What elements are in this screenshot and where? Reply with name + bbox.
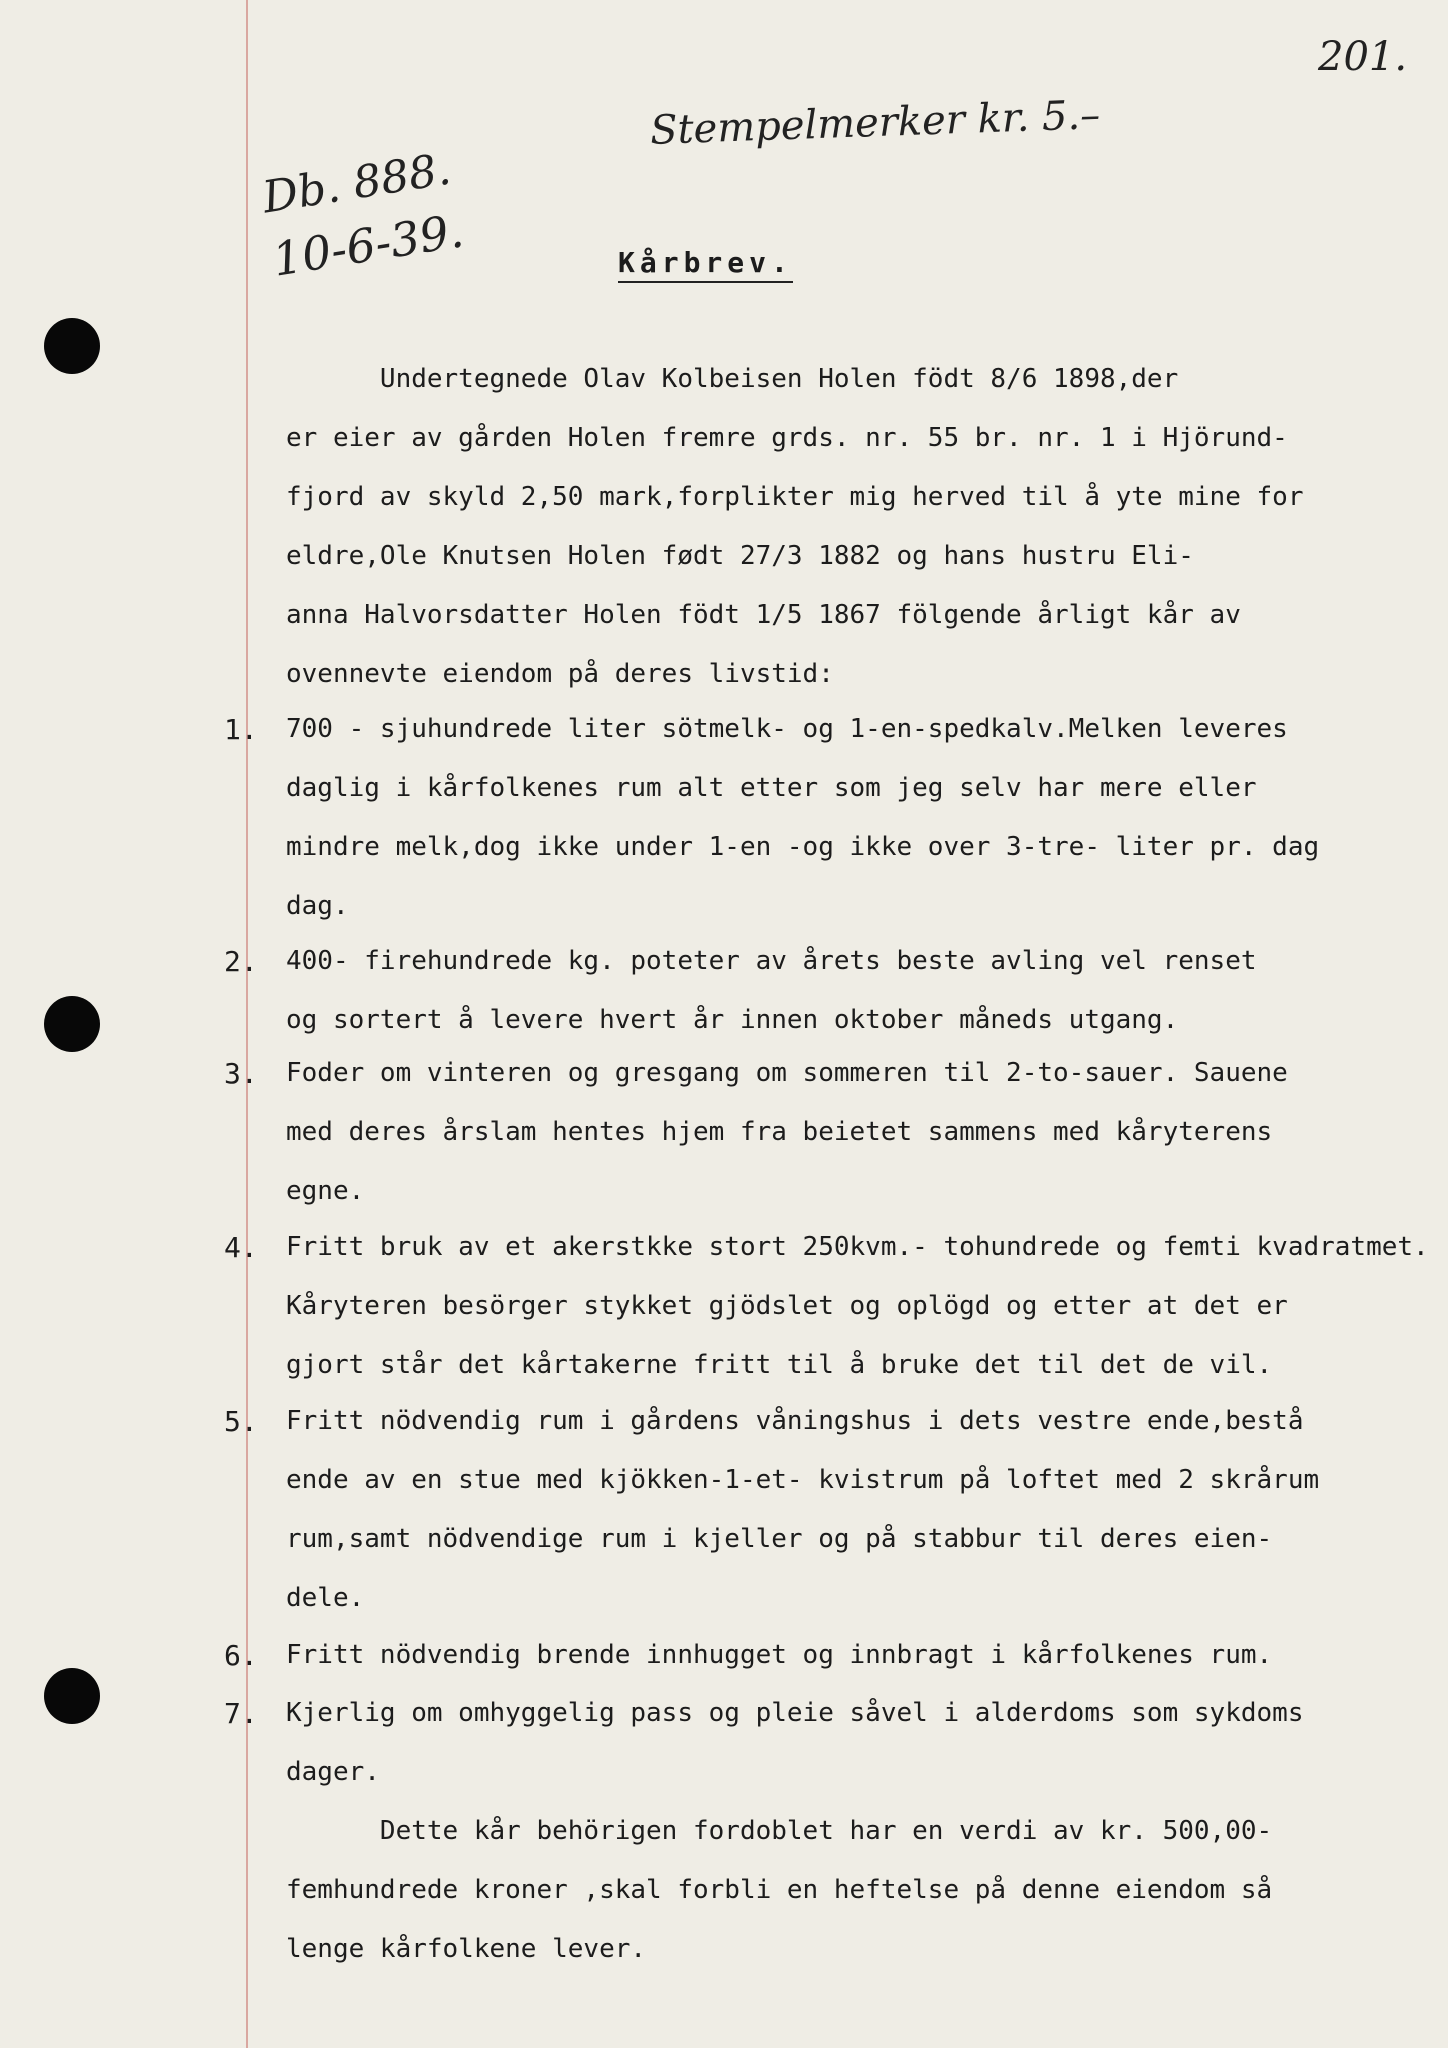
closing-paragraph: Dette kår behörigen fordoblet har en verdi av kr. 500,00- femhundrede kroner ,skal forbli en heftelse på denne eiendom så lenge kårfolkene lever.: [286, 1816, 1273, 1964]
item-text: Kjerlig om omhyggelig pass og pleie såvel i alderdoms som sykdoms dager.: [286, 1698, 1304, 1787]
punch-hole: [44, 318, 100, 374]
item-text: Fritt nödvendig rum i gårdens våningshus i dets vestre ende,bestå ende av en stue med kjökken-1-et- kvistrum på loftet med 2 skrårum rum,samt nödvendige rum i kjeller og på stabbur til deres eien- dele.: [286, 1406, 1320, 1613]
item-number: 2.: [224, 945, 258, 978]
item-text: 700 - sjuhundrede liter sötmelk- og 1-en-spedkalv.Melken leveres daglig i kårfolkenes rum alt etter som jeg selv har mere eller mindre melk,dog ikke under 1-en -og ikke over 3-tre- liter pr. dag dag.: [286, 714, 1320, 921]
intro-paragraph: Undertegnede Olav Kolbeisen Holen födt 8/6 1898,der er eier av gården Holen fremre grds. nr. 55 br. nr. 1 i Hjörund- fjord av skyld 2,50 mark,forplikter mig herved til å yte mine for eldre,Ole Knutsen Holen født 27/3 1882 og hans hustru Eli- anna Halvorsdatter Holen födt 1/5 1867 fölgende årligt kår av ovennevte eiendom på deres livstid:: [286, 364, 1304, 689]
document-title: Kårbrev.: [618, 246, 793, 283]
punch-hole: [44, 1668, 100, 1724]
item-text: Fritt bruk av et akerstkke stort 250kvm.- tohundrede og femti kvadratmet. Kåryteren besörger stykket gjödslet og oplögd og etter at det er gjort står det kårtakerne fritt til å bruke det til det de vil.: [286, 1232, 1429, 1380]
item-number: 4.: [224, 1231, 258, 1264]
page-number: 201.: [1318, 34, 1408, 80]
item-number: 6.: [224, 1639, 258, 1672]
item-number: 5.: [224, 1405, 258, 1438]
punch-hole: [44, 996, 100, 1052]
item-text: 400- firehundrede kg. poteter av årets beste avling vel renset og sortert å levere hvert år innen oktober måneds utgang.: [286, 946, 1257, 1035]
stamp-note: Stempelmerker kr. 5.–: [649, 92, 1101, 154]
item-number: 3.: [224, 1057, 258, 1090]
reference-date: 10-6-39.: [268, 203, 468, 287]
item-text: Foder om vinteren og gresgang om sommeren til 2-to-sauer. Sauene med deres årslam hentes hjem fra beietet sammens med kåryterens egne.: [286, 1058, 1288, 1206]
reference-number: Db. 888.: [259, 143, 455, 224]
item-text: Fritt nödvendig brende innhugget og innbragt i kårfolkenes rum.: [286, 1640, 1273, 1670]
item-number: 7.: [224, 1697, 258, 1730]
item-number: 1.: [224, 713, 258, 746]
